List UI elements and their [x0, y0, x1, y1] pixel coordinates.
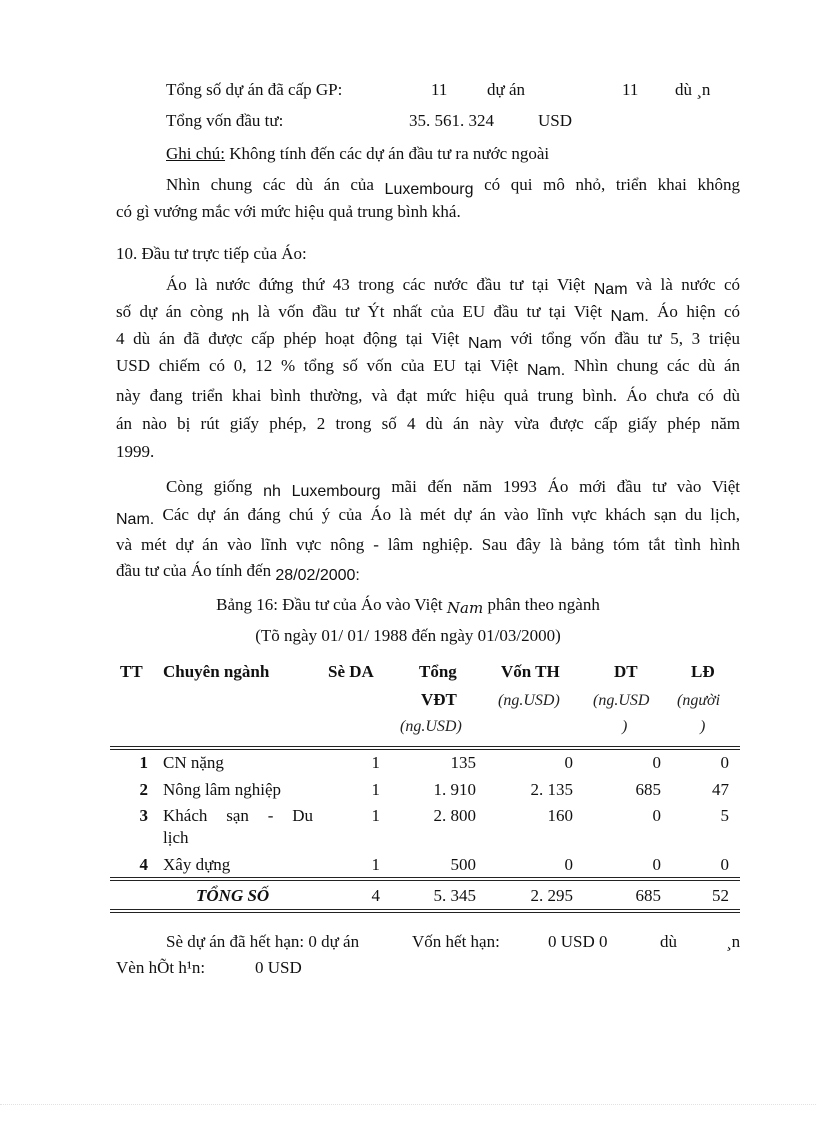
expired-capital-label: Vốn hết hạn:	[412, 932, 500, 951]
note-text: Không tính đến các dự án đầu tư ra nước ngoài	[229, 144, 550, 163]
para-similar-line-3: và mét dự án vào lĩnh vực nông - lâm nghiệp. Sau đây là bảng tóm tắt tình hình	[116, 535, 740, 554]
header-capital-unit: (ng.USD)	[498, 692, 560, 709]
expired-unit-a: dù	[660, 932, 677, 951]
cell-sector: Khách sạn - Du	[163, 806, 313, 825]
projects-unit-2: dù ¸n	[675, 80, 711, 99]
para-austria-line-1	[166, 275, 740, 298]
expired-capital-value-2: 0 USD	[255, 958, 302, 977]
projects-unit: dự án	[487, 80, 526, 99]
table-caption-line-2: (Tõ ngày 01/ 01/ 1988 đến ngày 01/03/2000)	[255, 626, 561, 645]
expired-capital-label-2: Vèn hÕt h¹n:	[116, 958, 206, 977]
cell-sector: Xây dựng	[163, 855, 231, 874]
cell-sector-cont: lịch	[163, 828, 189, 847]
table-rule	[110, 749, 740, 750]
total-labor: 52	[712, 886, 729, 905]
header-total-b: VĐT	[421, 690, 457, 709]
header-labor: LĐ	[691, 662, 715, 681]
header-count: Sè DA	[328, 662, 374, 681]
para-lux-line-2: có gì vướng mắc với mức hiệu quả trung bình khá.	[116, 202, 461, 221]
capital-unit: USD	[538, 111, 573, 130]
para-austria-line-4	[116, 356, 741, 379]
para-similar-line-4	[116, 561, 740, 584]
table-rule	[110, 746, 740, 747]
cell-revenue: 0	[652, 855, 661, 874]
text: với tổng vốn đầu tư 5, 3 triệu	[510, 329, 741, 348]
cell-capital: 160	[547, 806, 573, 825]
header-total-a: Tổng	[419, 662, 457, 681]
projects-count: 11	[431, 80, 448, 99]
total-revenue: 685	[635, 886, 661, 905]
table-rule	[110, 909, 740, 910]
table-rule	[110, 912, 740, 913]
cell-total: 500	[450, 855, 476, 874]
para-similar-line-1	[166, 477, 741, 500]
text: số dự án còng	[116, 302, 224, 321]
cell-labor: 47	[712, 780, 729, 799]
text: Các dự án đáng chú ý của Áo là mét dự án vào lĩnh vực khách sạn du lịch,	[162, 505, 740, 524]
projects-label: Tổng số dự án đã cấp GP:	[166, 80, 343, 99]
cell-labor: 5	[720, 806, 729, 825]
cell-total: 1. 910	[433, 780, 476, 799]
cell-labor: 0	[720, 855, 729, 874]
header-labor-unit-b: )	[700, 718, 706, 735]
cell-revenue: 0	[652, 753, 661, 772]
cell-capital: 0	[564, 855, 573, 874]
text: và là nước có	[635, 275, 740, 294]
total-label: TỔNG SỐ	[196, 886, 270, 905]
header-revenue-unit-b: )	[622, 718, 628, 735]
text: có qui mô nhỏ, triển khai không	[484, 175, 741, 194]
text: mãi đến năm 1993 Áo mới đầu tư vào Việt	[391, 477, 741, 496]
table-rule	[110, 880, 740, 881]
text-nam: Nam.	[116, 511, 155, 528]
total-capital: 2. 295	[530, 886, 573, 905]
text-nam: Nam.	[526, 362, 566, 379]
text: Còng giống	[166, 477, 253, 496]
note-line	[166, 144, 549, 164]
cell-revenue: 0	[652, 806, 661, 825]
capital-value: 35. 561. 324	[409, 111, 494, 130]
cell-total: 2. 800	[433, 806, 476, 825]
text: đầu tư của Áo tính đến	[116, 561, 272, 580]
para-austria-line-2	[116, 302, 741, 325]
cell-tt: 2	[139, 780, 148, 799]
text: 4 dù án đã được cấp phép hoạt động tại Việt	[116, 329, 460, 348]
para-lux-line-1	[166, 175, 741, 198]
text-nam: Nam	[468, 335, 502, 352]
text: Áo hiện có	[657, 302, 741, 321]
para-austria-line-7: 1999.	[116, 442, 155, 461]
text: Bảng 16: Đầu tư của Áo vào Việt	[216, 595, 443, 614]
text-nam-script: Nam	[446, 599, 484, 617]
text-nam: Nam.	[610, 308, 649, 325]
cell-count: 1	[371, 780, 380, 799]
text-nam: Nam	[593, 281, 628, 298]
note-label: Ghi chú:	[166, 144, 226, 163]
para-similar-line-2	[116, 505, 740, 528]
page-bottom-rule	[0, 1104, 816, 1105]
cell-tt: 4	[139, 855, 148, 874]
expired-unit-b: ¸n	[726, 932, 741, 951]
cell-count: 1	[371, 753, 380, 772]
header-revenue-unit-a: (ng.USD	[593, 692, 650, 709]
total-count: 4	[371, 886, 380, 905]
text: Nhìn chung các dù án	[573, 356, 741, 375]
cell-count: 1	[371, 855, 380, 874]
para-austria-line-3	[116, 329, 741, 352]
cell-tt: 1	[139, 753, 148, 772]
expired-projects: Sè dự án đã hết hạn: 0 dự án	[166, 932, 360, 951]
text: Nhìn chung các dù án của	[166, 175, 374, 194]
text-date: 28/02/2000:	[275, 567, 360, 584]
table-caption-line-1	[0, 595, 816, 615]
header-sector: Chuyên ngành	[163, 662, 270, 681]
para-austria-line-6: án nào bị rút giấy phép, 2 trong số 4 dù án này vừa được cấp giấy phép năm	[116, 414, 740, 433]
text: là vốn đầu tư Ýt nhất của EU đầu tư tại Việt	[257, 302, 603, 321]
text: phân theo ngành	[487, 595, 600, 614]
para-austria-line-5: này đang triển khai bình thường, và đạt mức hiệu quả trung bình. Áo chưa có dù	[116, 386, 740, 405]
cell-capital: 2. 135	[530, 780, 573, 799]
cell-count: 1	[371, 806, 380, 825]
header-labor-unit-a: (người	[677, 692, 721, 709]
capital-label: Tổng vốn đầu tư:	[166, 111, 284, 130]
header-total-unit: (ng.USD)	[400, 718, 462, 735]
text: USD chiếm có 0, 12 % tổng số vốn của EU tại Việt	[116, 356, 519, 375]
cell-labor: 0	[720, 753, 729, 772]
cell-sector: CN nặng	[163, 753, 224, 772]
expired-capital-value: 0 USD 0	[548, 932, 608, 951]
text-luxembourg: Luxembourg	[291, 483, 381, 500]
cell-capital: 0	[564, 753, 573, 772]
projects-count-2: 11	[622, 80, 639, 99]
header-tt: TT	[120, 662, 143, 681]
section-heading: 10. Đầu tư trực tiếp của Áo:	[116, 244, 307, 263]
text-luxembourg: Luxembourg	[384, 181, 474, 198]
total-total: 5. 345	[433, 886, 476, 905]
table-rule	[110, 877, 740, 878]
text-nh: nh	[231, 308, 250, 325]
header-revenue: DT	[614, 662, 638, 681]
cell-revenue: 685	[635, 780, 661, 799]
cell-total: 135	[450, 753, 476, 772]
cell-sector: Nông lâm nghiệp	[163, 780, 282, 799]
header-capital: Vốn TH	[501, 662, 560, 681]
text-nh: nh	[263, 483, 281, 500]
cell-tt: 3	[139, 806, 148, 825]
text: Áo là nước đứng thứ 43 trong các nước đầu tư tại Việt	[166, 275, 586, 294]
